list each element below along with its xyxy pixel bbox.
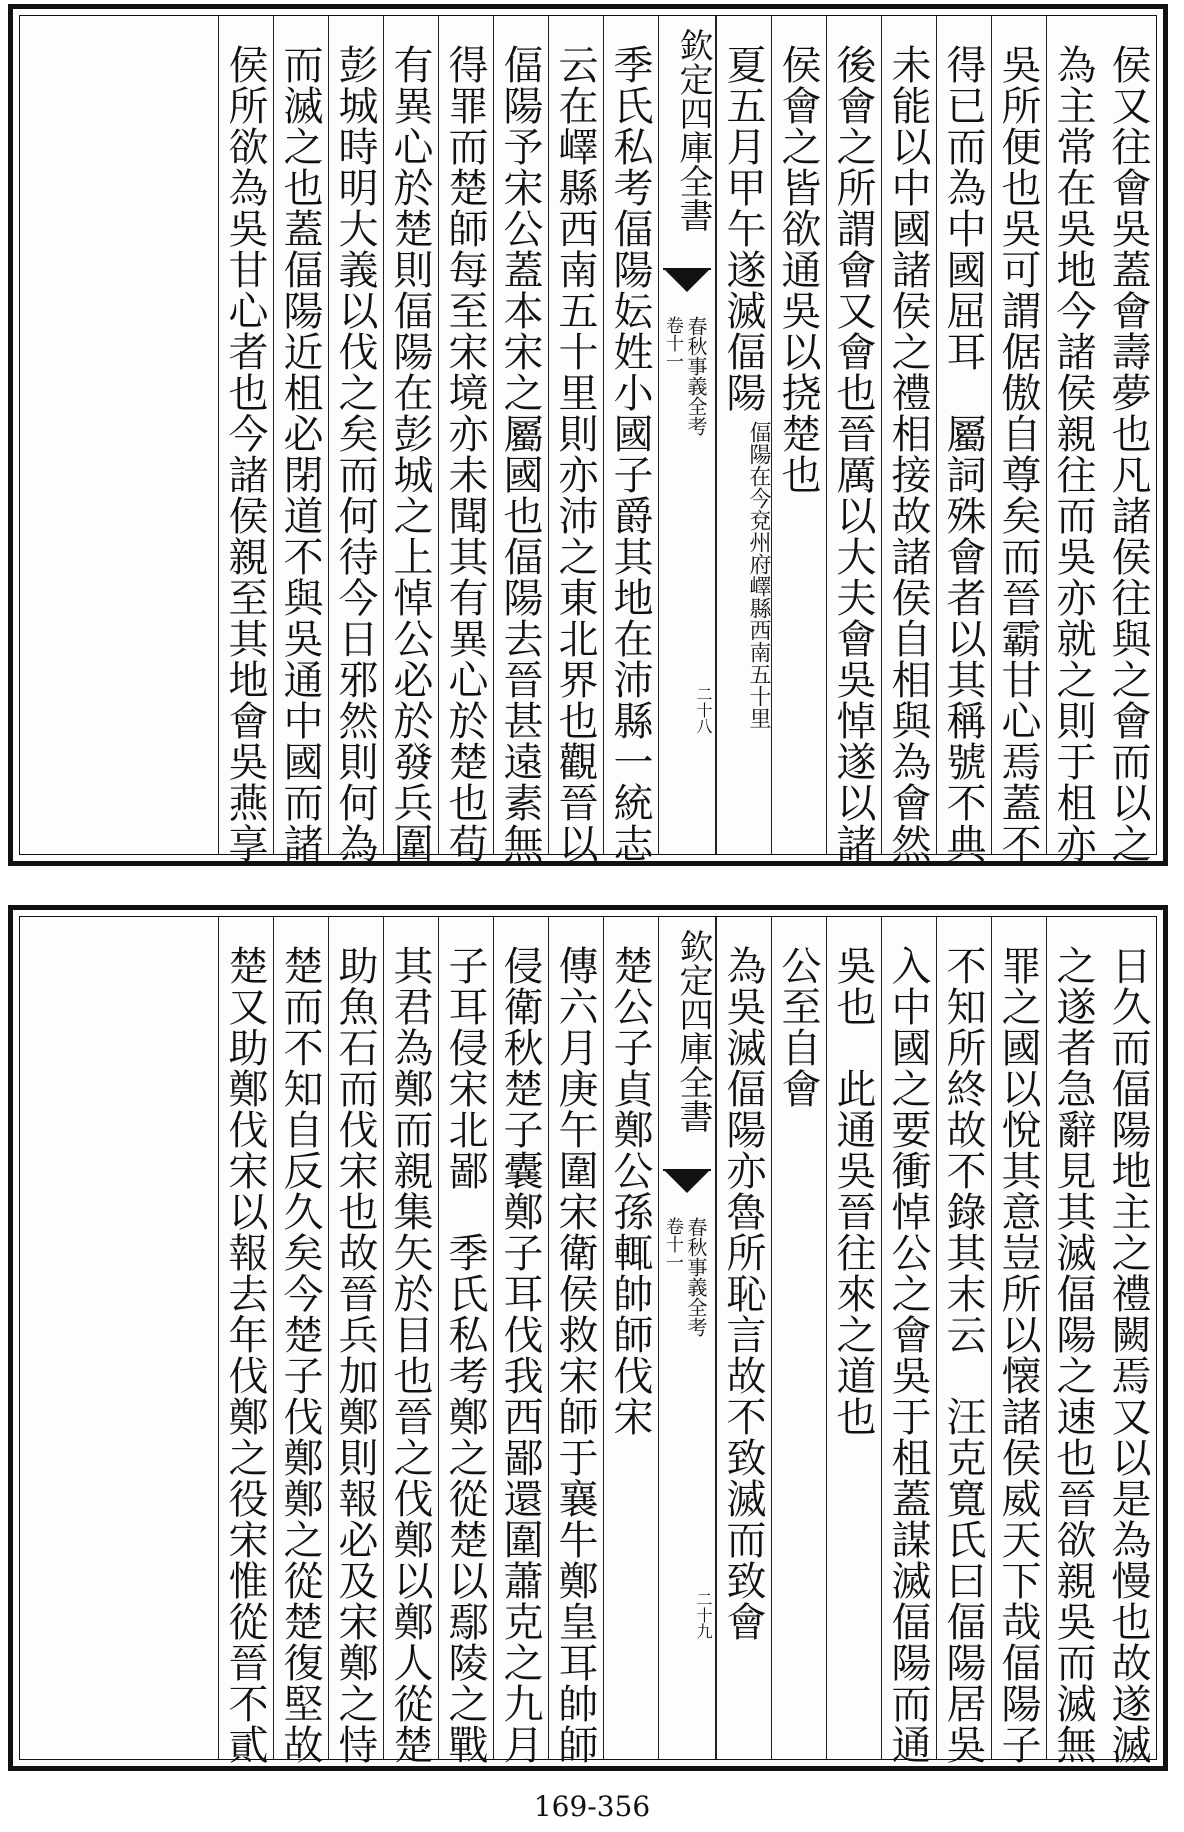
upper-text-column xyxy=(493,16,548,864)
lower-text-column xyxy=(383,917,438,1765)
lower-book-name: 春秋事義全考 xyxy=(684,1217,708,1337)
upper-annotation-note: 偪陽在今兗州府嶧縣西南五十里 xyxy=(746,421,771,729)
upper-book-name: 春秋事義全考 xyxy=(684,316,708,436)
lower-text-column xyxy=(771,917,826,1759)
lower-text-column xyxy=(438,917,493,1765)
lower-column-text: 助魚石而伐宋也故晉兵加鄭則報必及宋鄭之恃 xyxy=(332,945,378,1765)
upper-column-text: 有異心於楚則偪陽在彭城之上悼公必於發兵圍 xyxy=(387,44,433,864)
upper-leaf-number: 二十八 xyxy=(694,686,713,734)
lower-text-column xyxy=(548,917,603,1765)
upper-series-title: 欽定四庫全書 xyxy=(673,28,713,232)
lower-text-column xyxy=(328,917,383,1765)
lower-text-column xyxy=(603,917,658,1759)
lower-column-text: 不知所終故不錄其末云 汪克寬氏曰偪陽居吳 xyxy=(940,945,986,1765)
upper-column-text: 得罪而楚師每至宋境亦未聞其有異心於楚也苟 xyxy=(442,44,488,864)
page-number: 169-356 xyxy=(533,1790,651,1823)
lower-text-column xyxy=(218,917,273,1765)
upper-page-frame xyxy=(19,15,1157,864)
upper-text-column xyxy=(936,16,991,864)
upper-column-text: 未能以中國諸侯之禮相接故諸侯自相與為會然 xyxy=(885,44,931,864)
lower-column-text: 日久而偪陽地主之禮闕焉又以是為慢也故遂滅 xyxy=(1105,945,1151,1765)
lower-column-text: 楚而不知自反久矣今楚子伐鄭鄭之從楚復堅故 xyxy=(277,945,323,1765)
lower-volume: 卷十一 xyxy=(663,1217,684,1271)
lower-text-column xyxy=(493,917,548,1765)
upper-column-text: 侯會之皆欲通吳以挠楚也 xyxy=(775,44,821,495)
upper-text-column xyxy=(1046,16,1101,864)
lower-column-text: 楚又助鄭伐宋以報去年伐鄭之役宋惟從晉不貳 xyxy=(222,945,268,1765)
upper-text-column xyxy=(218,16,273,864)
upper-text-column xyxy=(771,16,826,854)
lower-column-text: 其君為鄭而親集矢於目也晉之伐鄭以鄭人從楚 xyxy=(387,945,433,1765)
upper-page xyxy=(8,4,1168,866)
lower-text-column xyxy=(273,917,328,1765)
lower-fishtail-mark-icon xyxy=(663,1169,711,1211)
upper-column-text: 得已而為中國屈耳 屬詞殊會者以其稱號不典 xyxy=(940,44,986,864)
upper-text-column xyxy=(1101,16,1156,864)
upper-text-column xyxy=(273,16,328,864)
upper-column-text: 吳所便也吳可謂倨傲自尊矣而晉霸甘心焉蓋不 xyxy=(995,44,1041,864)
lower-series-title: 欽定四庫全書 xyxy=(673,929,713,1133)
lower-column-text: 罪之國以悅其意豈所以懐諸侯威天下哉偪陽子 xyxy=(995,945,1041,1765)
lower-text-column xyxy=(1046,917,1101,1765)
upper-column-text: 為主常在吳地今諸侯親往而吳亦就之則于柤亦 xyxy=(1050,44,1096,864)
lower-text-column xyxy=(716,917,771,1759)
lower-text-column xyxy=(826,917,881,1759)
upper-text-column xyxy=(826,16,881,864)
lower-column-text: 為吳滅偪陽亦魯所恥言故不致滅而致會 xyxy=(720,945,766,1642)
upper-text-column xyxy=(328,16,383,864)
lower-text-column xyxy=(1101,917,1156,1765)
upper-column-text: 後會之所謂會又會也晉厲以大夫會吳悼遂以諸 xyxy=(830,44,876,864)
upper-text-column xyxy=(438,16,493,864)
upper-column-text: 偪陽予宋公蓋本宋之屬國也偪陽去晉甚遠素無 xyxy=(497,44,543,864)
upper-text-column xyxy=(383,16,438,864)
upper-text-column xyxy=(991,16,1046,864)
lower-column-text: 子耳侵宋北鄙 季氏私考鄭之從楚以鄢陵之戰 xyxy=(442,945,488,1765)
lower-text-column xyxy=(991,917,1046,1765)
upper-text-column xyxy=(881,16,936,864)
upper-fishtail-mark-icon xyxy=(663,268,711,310)
upper-text-column xyxy=(548,16,603,864)
lower-column-text: 公至自會 xyxy=(775,945,821,1109)
upper-column-text: 而滅之也蓋偪陽近柤必閉道不與吳通中國而諸 xyxy=(277,44,323,864)
upper-volume: 卷十一 xyxy=(663,316,684,370)
upper-text-column xyxy=(716,16,771,854)
lower-column-text: 楚公子貞鄭公孫輒帥師伐宋 xyxy=(607,945,653,1437)
lower-column-text: 侵衛秋楚子囊鄭子耳伐我西鄙還圍蕭克之九月 xyxy=(497,945,543,1765)
lower-text-column xyxy=(881,917,936,1765)
upper-column-text: 夏五月甲午遂滅偪陽 xyxy=(720,44,766,413)
upper-center-strip xyxy=(658,16,716,854)
upper-column-text: 季氏私考偪陽妘姓小國子爵其地在沛縣一統志 xyxy=(607,44,653,864)
lower-column-text: 吳也 此通吳晉往來之道也 xyxy=(830,945,876,1437)
lower-column-text: 之遂者急辭見其滅偪陽之速也晉欲親吳而滅無 xyxy=(1050,945,1096,1765)
upper-column-text: 彭城時明大義以伐之矣而何待今日邪然則何為 xyxy=(332,44,378,864)
lower-page xyxy=(8,905,1168,1771)
upper-text-column xyxy=(603,16,658,864)
lower-column-text: 傳六月庚午圍宋衛侯救宋師于襄牛鄭皇耳帥師 xyxy=(552,945,598,1765)
upper-column-text: 侯所欲為吳甘心者也今諸侯親至其地會吳燕享 xyxy=(222,44,268,864)
lower-leaf-number: 二十九 xyxy=(694,1591,713,1639)
lower-text-column xyxy=(936,917,991,1765)
upper-column-text: 云在嶧縣西南五十里則亦沛之東北界也觀晉以 xyxy=(552,44,598,864)
upper-column-text: 侯又往會吳蓋會壽夢也凡諸侯往與之會而以之 xyxy=(1105,44,1151,864)
lower-center-strip xyxy=(658,917,716,1759)
lower-column-text: 入中國之要衝悼公之會吳于柤蓋謀滅偪陽而通 xyxy=(885,945,931,1765)
lower-page-frame xyxy=(19,916,1157,1765)
